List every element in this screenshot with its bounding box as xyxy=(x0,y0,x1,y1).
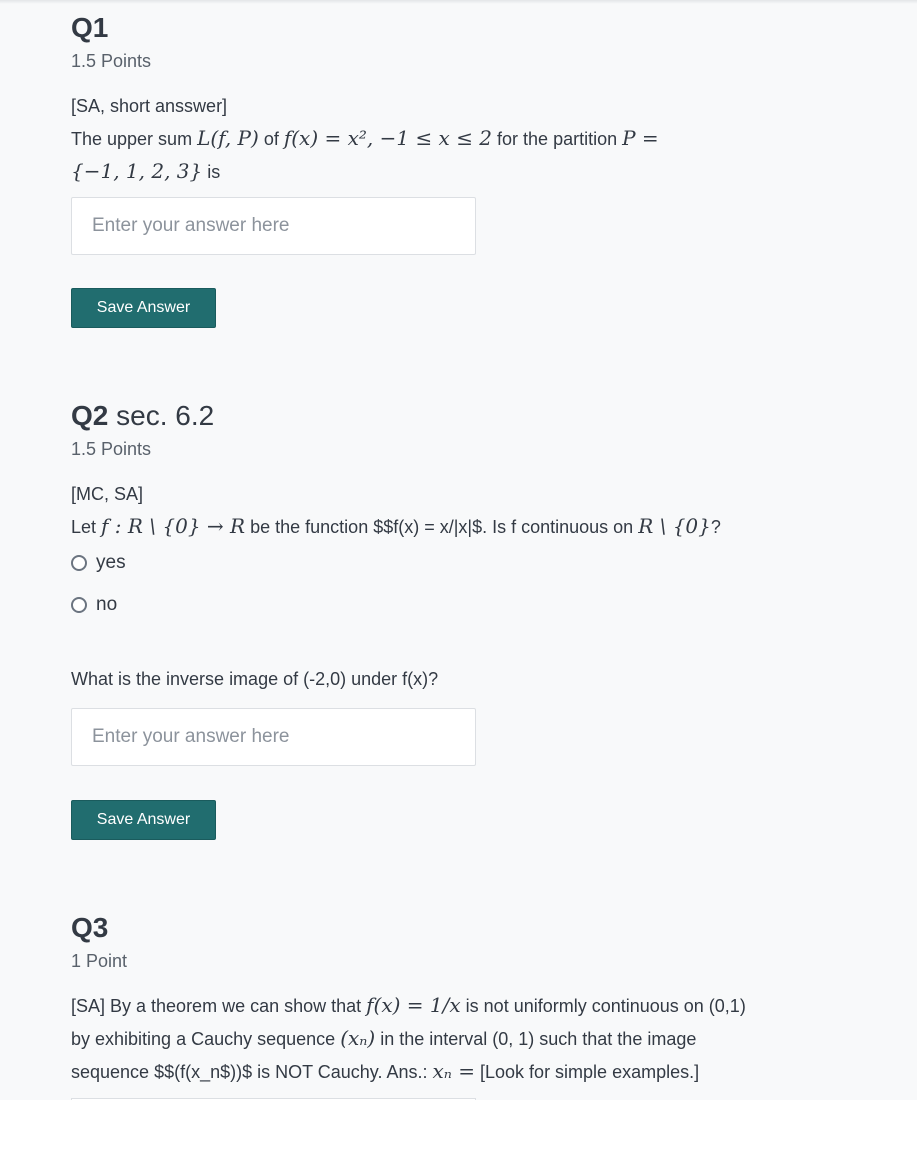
radio-option-label: yes xyxy=(96,552,126,573)
prompt-math: R \ {0} xyxy=(638,514,711,538)
prompt-math: f(x) = x², −1 ≤ x ≤ 2 xyxy=(283,126,493,150)
question-2-body xyxy=(71,478,851,543)
question-3-body xyxy=(71,989,851,1088)
prompt-text: The upper sum xyxy=(71,129,198,149)
question-2-prompt xyxy=(71,510,851,543)
prompt-math: {−1, 1, 2, 3} xyxy=(71,159,203,183)
prompt-text: ? xyxy=(710,517,721,537)
question-number: Q1 xyxy=(71,12,109,43)
prompt-text: sequence $$(f(x_n$))$ is NOT Cauchy. Ans.: xyxy=(71,1062,433,1082)
question-3-points: 1 Point xyxy=(71,951,128,971)
prompt-text: by exhibiting a Cauchy sequence xyxy=(71,1029,341,1049)
prompt-math: (xₙ) xyxy=(340,1026,376,1050)
prompt-text: is not uniformly continuous on (0,1) xyxy=(460,996,746,1016)
prompt-text: Let xyxy=(71,517,102,537)
question-2-points: 1.5 Points xyxy=(71,439,152,459)
question-number: Q3 xyxy=(71,912,109,943)
question-1-points: 1.5 Points xyxy=(71,51,152,71)
question-1-tag: [SA, short ansswer] xyxy=(71,96,228,116)
prompt-text: be the function $$f(x) = x/|x|$. Is f continuous on xyxy=(245,517,639,537)
question-3-prompt-line-1 xyxy=(71,989,851,1022)
question-1 xyxy=(71,12,851,72)
question-1-answer-input[interactable] xyxy=(71,197,476,255)
prompt-math: xₙ = xyxy=(432,1059,476,1083)
question-1-save-button[interactable]: Save Answer xyxy=(71,288,216,328)
prompt-math: L(f, P) xyxy=(197,126,259,150)
question-2-save-button[interactable]: Save Answer xyxy=(71,800,216,840)
radio-circle-icon[interactable] xyxy=(71,555,87,571)
prompt-text: is xyxy=(202,162,221,182)
radio-option-no[interactable] xyxy=(71,594,117,616)
prompt-text: for the partition xyxy=(492,129,623,149)
question-section: sec. 6.2 xyxy=(116,400,215,431)
question-3-prompt-line-3 xyxy=(71,1055,851,1088)
question-2-answer-input[interactable] xyxy=(71,708,476,766)
question-3 xyxy=(71,912,851,972)
question-2-title xyxy=(71,400,851,432)
question-1-prompt-line-2 xyxy=(71,155,851,188)
prompt-math: P = xyxy=(622,126,659,150)
question-2 xyxy=(71,400,851,460)
prompt-math: f(x) = 1/x xyxy=(366,993,461,1017)
radio-option-yes[interactable] xyxy=(71,552,126,574)
prompt-math: f : R \ {0} → R xyxy=(101,514,246,538)
prompt-text: [SA] By a theorem we can show that xyxy=(71,996,367,1016)
quiz-page xyxy=(0,4,917,1100)
question-3-title xyxy=(71,912,851,944)
question-3-prompt-line-2 xyxy=(71,1022,851,1055)
radio-circle-icon[interactable] xyxy=(71,597,87,613)
question-3-answer-input-partial[interactable] xyxy=(71,1098,476,1100)
prompt-text: [Look for simple examples.] xyxy=(475,1062,700,1082)
question-2-tag: [MC, SA] xyxy=(71,484,144,504)
question-number: Q2 xyxy=(71,400,109,431)
prompt-text: in the interval (0, 1) such that the image xyxy=(375,1029,697,1049)
radio-option-label: no xyxy=(96,594,118,615)
question-1-prompt-line-1 xyxy=(71,122,851,155)
question-2-followup: What is the inverse image of (-2,0) under f(x)? xyxy=(71,669,439,689)
prompt-text: of xyxy=(258,129,284,149)
question-1-title xyxy=(71,12,851,44)
question-1-body xyxy=(71,90,851,188)
